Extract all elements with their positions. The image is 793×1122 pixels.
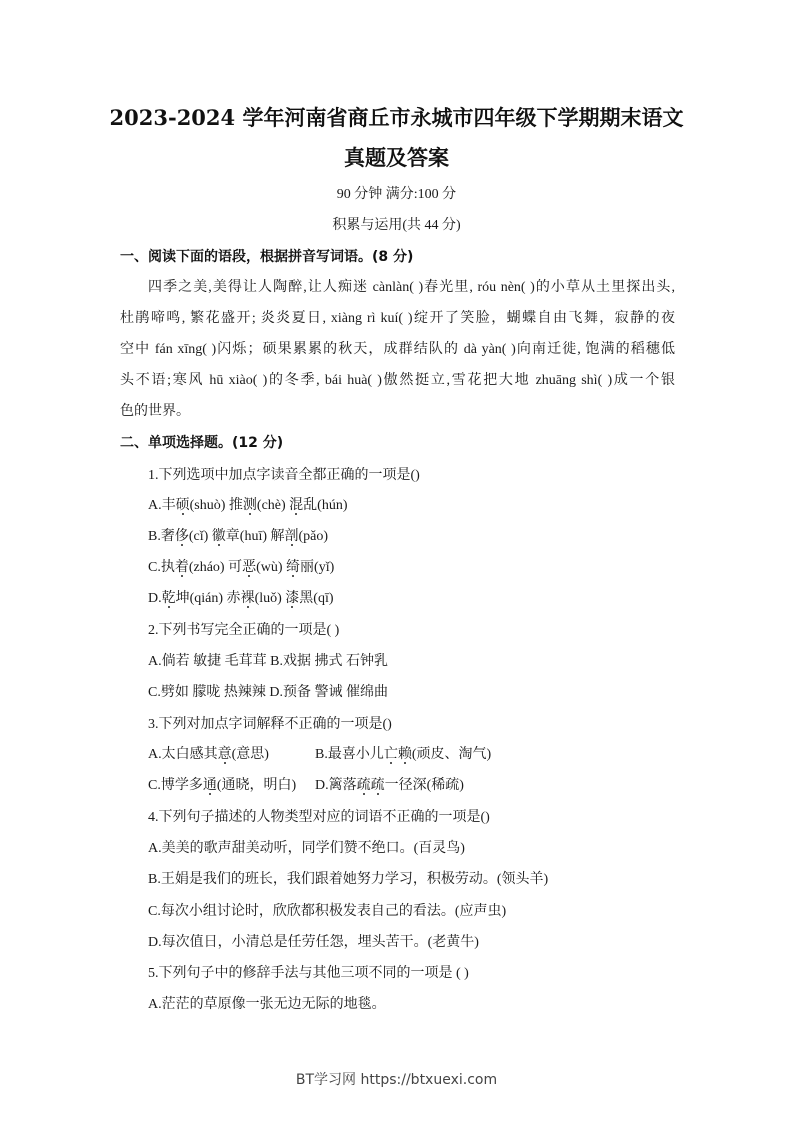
emphasis-dot-char: 恶 [242,560,257,575]
question-1-option-b: B.奢侈(cǐ) 徽章(huī) 解剖(pǎo) [148,529,329,544]
emphasis-dot-char: 剖 [284,529,299,544]
emphasis-dot-char: 疏 [370,778,385,793]
paragraph-line: 杜鹃啼鸣, 繁花盛开; 炎炎夏日, xiàng rì kuí( )绽开了笑脸，蝴蝶自由飞舞，寂静的夜 [120,311,675,326]
question-3-option-c: C.博学多通(通晓，明白) [148,778,297,793]
question-1-option-c: C.执着(zháo) 可恶(wù) 绮丽(yǐ) [148,560,335,575]
question-3-stem: 3.下列对加点字词解释不正确的一项是() [148,717,392,732]
emphasis-dot-char: 意 [217,747,232,762]
question-4-option-d: D.每次值日，小清总是任劳任怨，埋头苦干。(老黄牛) [148,935,479,950]
emphasis-dot-char: 通 [202,778,217,793]
emphasis-dot-char: 亡 [383,747,398,762]
emphasis-dot-char: 侈 [174,529,189,544]
document-title-line1: 2023-2024 学年河南省商丘市永城市四年级下学期期末语文 [109,105,684,130]
question-4-option-a: A.美美的歌声甜美动听，同学们赞不绝口。(百灵鸟) [148,841,465,856]
document-title-line2: 真题及答案 [344,145,449,170]
paragraph-line: 头不语;寒风 hū xiào( )的冬季, bái huà( )傲然挺立,雪花把大地 zhuāng shì( )成一个银 [120,373,675,388]
question-3-option-a: A.太白感其意(意思) [148,747,269,762]
question-5-option-a: A.茫茫的草原像一张无边无际的地毯。 [148,997,386,1012]
emphasis-dot-char: 绮 [286,560,301,575]
emphasis-dot-char: 裸 [240,591,255,606]
question-2-options-row-2: C.劈如 朦咙 热辣辣 D.预备 警诫 催绵曲 [148,685,388,700]
question-4-option-c: C.每次小组讨论时，欣欣都积极发表自己的看法。(应声虫) [148,904,507,919]
paragraph-line: 色的世界。 [120,404,190,419]
emphasis-dot-char: 混 [289,498,304,513]
question-4-option-b: B.王娟是我们的班长，我们跟着她努力学习，积极劳动。(领头羊) [148,872,549,887]
emphasis-dot-char: 着 [174,560,189,575]
question-3-option-b: B.最喜小儿亡赖(顽皮、淘气) [315,747,492,762]
question-1-stem: 1.下列选项中加点字读音全都正确的一项是() [148,468,420,483]
question-2-options-row-1: A.倘若 敏捷 毛茸茸 B.戏据 拂式 石钟乳 [148,654,388,669]
question-1-option-d: D.乾坤(qián) 赤裸(luǒ) 漆黑(qī) [148,591,334,606]
emphasis-dot-char: 漆 [285,591,300,606]
emphasis-dot-char: 乾 [161,591,176,606]
footer-watermark: BT学习网 https://btxuexi.com [295,1072,498,1088]
question-5-stem: 5.下列句子中的修辞手法与其他三项不同的一项是 ( ) [148,966,469,981]
question-4-stem: 4.下列句子描述的人物类型对应的词语不正确的一项是() [148,810,490,825]
emphasis-dot-char: 徽 [211,529,226,544]
question-2-stem: 2.下列书写完全正确的一项是( ) [148,623,340,638]
question-3-option-d: D.篱落疏疏一径深(稀疏) [315,778,464,793]
part-title: 积累与运用(共 44 分) [332,218,461,233]
emphasis-dot-char: 疏 [356,778,371,793]
exam-meta: 90 分钟 满分:100 分 [336,187,457,202]
paragraph-line: 四季之美,美得让人陶醉,让人痴迷 cànlàn( )春光里, róu nèn( )的小草从土里探出头, [148,280,675,295]
question-1-option-a: A.丰硕(shuò) 推测(chè) 混乱(hún) [148,498,348,513]
emphasis-dot-char: 赖 [397,747,412,762]
emphasis-dot-char: 硕 [175,498,190,513]
emphasis-dot-char: 测 [242,498,257,513]
paragraph-line: 空中 fán xīng( )闪烁；硕果累累的秋天，成群结队的 dà yàn( )向南迁徙, 饱满的稻穗低 [120,342,675,357]
section1-heading: 一、阅读下面的语段，根据拼音写词语。(8 分) [120,249,414,265]
section2-heading: 二、单项选择题。(12 分) [120,435,284,451]
